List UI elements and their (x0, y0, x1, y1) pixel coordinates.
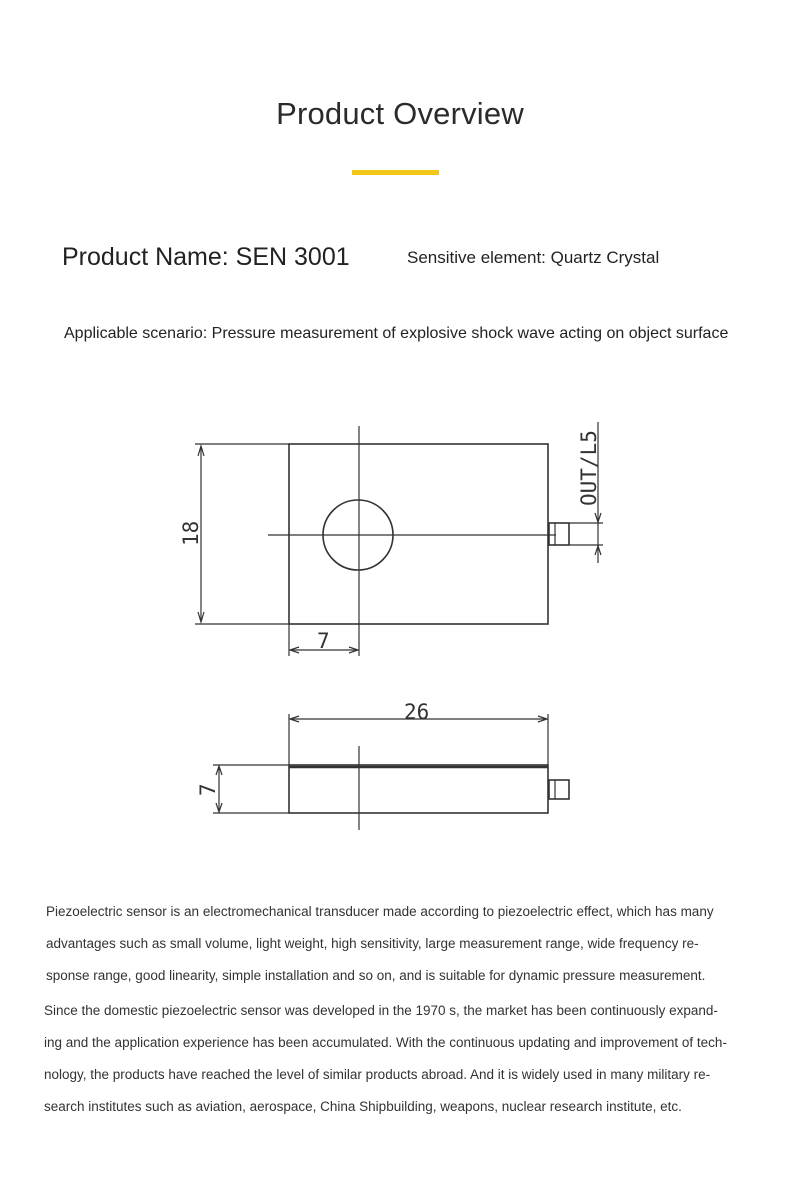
page-title: Product Overview (276, 96, 524, 131)
applicable-scenario: Applicable scenario: Pressure measurement of explosive shock wave acting on object surface (64, 325, 729, 342)
top-view-connector (549, 523, 569, 545)
paragraph-line: sponse range, good linearity, simple installation and so on, and is suitable for dynamic pressure measurement. (46, 968, 706, 983)
thickness-dimension-label: 7 (196, 783, 220, 796)
description-paragraph-1 (46, 896, 766, 992)
paragraph-line: advantages such as small volume, light weight, high sensitivity, large measurement range, wide frequency re- (46, 936, 699, 951)
description-paragraph-2 (44, 995, 772, 1123)
product-name: Product Name: SEN 3001 (62, 243, 350, 271)
paragraph-line: Since the domestic piezoelectric sensor was developed in the 1970 s, the market has been continuously expand- (44, 1003, 718, 1018)
offset-dimension-label: 7 (317, 629, 330, 653)
connector-label: OUT/L5 (577, 430, 601, 506)
sensitive-element: Sensitive element: Quartz Crystal (407, 248, 660, 267)
side-view-connector (549, 780, 569, 799)
top-view-body (289, 444, 548, 624)
paragraph-line: search institutes such as aviation, aerospace, China Shipbuilding, weapons, nuclear research institute, etc. (44, 1099, 682, 1114)
height-dimension-label: 18 (179, 520, 203, 546)
side-view-body (289, 765, 548, 813)
technical-drawing (0, 400, 790, 850)
paragraph-line: nology, the products have reached the level of similar products abroad. And it is widely used in many military re- (44, 1067, 711, 1082)
paragraph-line: ing and the application experience has been accumulated. With the continuous updating and improvement of tech- (44, 1035, 727, 1050)
title-underline (352, 170, 439, 175)
paragraph-line: Piezoelectric sensor is an electromechanical transducer made according to piezoelectric effect, which has many (46, 904, 714, 919)
length-dimension-label: 26 (404, 700, 430, 724)
